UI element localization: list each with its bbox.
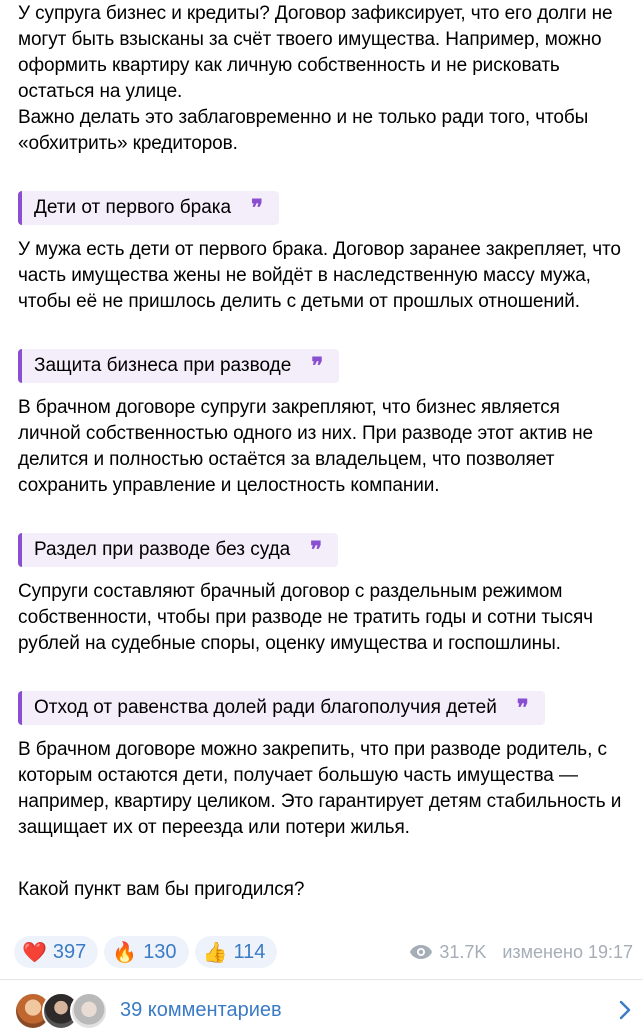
question-text: Какой пункт вам бы пригодился? bbox=[18, 879, 305, 900]
post-footer bbox=[14, 935, 633, 969]
eye-icon bbox=[409, 944, 433, 960]
reaction-fire[interactable] bbox=[104, 936, 188, 968]
heart-icon: ❤️ bbox=[22, 941, 47, 964]
section-heading-3 bbox=[18, 533, 338, 567]
section-heading-text: Отход от равенства долей ради благополучия детей bbox=[34, 697, 497, 718]
fire-icon: 🔥 bbox=[112, 941, 138, 964]
section-heading-text: Раздел при разводе без суда bbox=[34, 539, 291, 560]
section-text-1: У мужа есть дети от первого брака. Договор заранее закрепляет, что часть имущества жены не войдёт в наследственную массу мужа, чтобы её не пришлось делить с детьми от прошлых отношений. bbox=[18, 239, 621, 312]
section-text-4: В брачном договоре можно закрепить, что при разводе родитель, с которым остаются дети, получает большую часть имущества — например, квартиру целиком. Это гарантирует детям стабильность и защищает их от переезда или потери жилья. bbox=[18, 739, 622, 838]
intro-paragraph-2: Важно делать это заблаговременно и не только ради того, чтобы «обхитрить» кредиторов. bbox=[18, 107, 589, 154]
section-heading-text: Дети от первого брака bbox=[34, 197, 232, 218]
reaction-heart[interactable] bbox=[14, 936, 98, 968]
comments-count-link[interactable]: 39 комментариев bbox=[120, 998, 282, 1021]
quote-icon: ❞ bbox=[310, 537, 323, 563]
section-heading-4 bbox=[18, 691, 545, 725]
thumbs-up-icon: 👍 bbox=[202, 941, 228, 964]
edited-timestamp: изменено 19:17 bbox=[502, 941, 633, 962]
post-meta bbox=[409, 942, 633, 963]
quote-icon: ❞ bbox=[251, 195, 263, 221]
reaction-thumbs-up[interactable] bbox=[195, 936, 278, 968]
section-heading-text: Защита бизнеса при разводе bbox=[34, 355, 292, 376]
section-heading-2 bbox=[18, 349, 339, 383]
divider bbox=[0, 979, 643, 980]
reaction-count: 130 bbox=[143, 940, 177, 963]
section-heading-1 bbox=[18, 191, 279, 225]
reaction-count: 114 bbox=[233, 940, 266, 963]
comments-bar[interactable] bbox=[14, 988, 631, 1032]
reaction-count: 397 bbox=[52, 940, 87, 963]
section-text-2: В брачном договоре супруги закрепляют, что бизнес является личной собственностью одного из них. При разводе этот актив не делится и полностью остаётся за владельцем, что позволяет сохранить управление и целостность компании. bbox=[18, 397, 593, 496]
intro-paragraph: У супруга бизнес и кредиты? Договор зафиксирует, что его долги не могут быть взысканы за счёт твоего имущества. Например, можно оформить квартиру как личную собственность и не рисковать остаться на улице. bbox=[18, 3, 613, 102]
views-count: 31.7K bbox=[439, 941, 487, 962]
chevron-right-icon bbox=[619, 1000, 631, 1020]
quote-icon: ❞ bbox=[311, 353, 324, 379]
commenter-avatars bbox=[14, 992, 106, 1028]
avatar bbox=[70, 992, 108, 1030]
section-text-3: Супруги составляют брачный договор с раздельным режимом собственности, чтобы при разводе не тратить годы и сотни тысяч рублей на судебные споры, оценку имущества и госпошлины. bbox=[18, 581, 593, 654]
quote-icon: ❞ bbox=[516, 695, 529, 721]
